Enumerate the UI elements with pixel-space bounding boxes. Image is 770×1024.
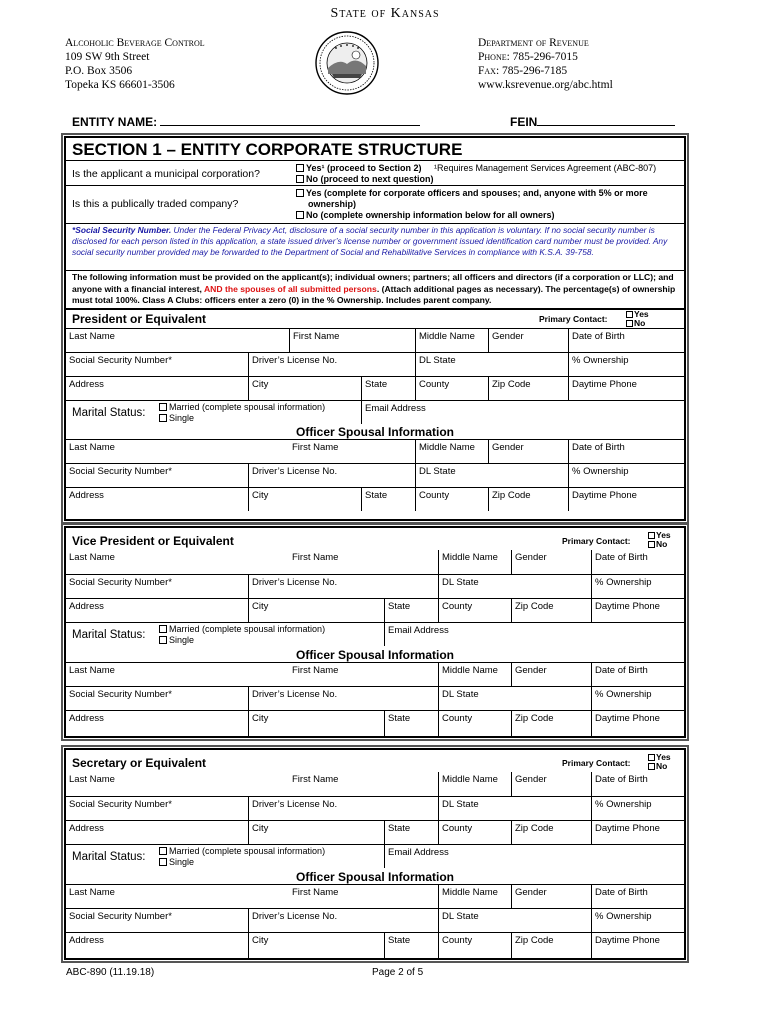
spouse-state-field[interactable]: State: [384, 933, 438, 958]
id-row: [66, 352, 684, 376]
daytime-phone-field[interactable]: Daytime Phone: [568, 377, 684, 400]
last-name-field[interactable]: Last Name: [69, 774, 115, 785]
agency-street: 109 SW 9th Street: [65, 51, 150, 63]
agency-name: Alcoholic Beverage Control: [65, 37, 205, 49]
gender-field[interactable]: Gender: [511, 550, 591, 574]
spouse-city-field[interactable]: City: [248, 711, 384, 736]
secretary-block: [66, 750, 684, 958]
primary-contact-yes[interactable]: Yes: [648, 531, 671, 540]
married-option[interactable]: Married (complete spousal information): [159, 402, 325, 412]
primary-contact-label: Primary Contact:: [539, 314, 608, 324]
drivers-license-field[interactable]: Driver’s License No.: [248, 797, 438, 820]
spouse-middle-name-field[interactable]: Middle Name: [438, 663, 511, 686]
date-of-birth-field[interactable]: Date of Birth: [591, 550, 684, 574]
spouse-county-field[interactable]: County: [438, 711, 511, 736]
spouse-drivers-license-field[interactable]: Driver’s License No.: [248, 464, 415, 487]
ownership-field[interactable]: % Ownership: [591, 575, 684, 598]
spouse-address-field[interactable]: Address: [69, 713, 104, 724]
checkbox-icon[interactable]: [648, 541, 655, 548]
marital-row: [66, 400, 684, 424]
officer-header: [66, 308, 684, 328]
first-name-field[interactable]: First Name: [289, 329, 415, 352]
single-option[interactable]: Single: [159, 635, 194, 645]
primary-contact-label: Primary Contact:: [562, 536, 631, 546]
spouse-address-row: [66, 487, 684, 511]
checkbox-icon[interactable]: [159, 847, 167, 855]
page-number: Page 2 of 5: [372, 967, 424, 978]
spouse-name-row: [66, 884, 684, 908]
spouse-ownership-field[interactable]: % Ownership: [591, 909, 684, 932]
spouse-zip-code-field[interactable]: Zip Code: [511, 711, 591, 736]
spouse-id-row: [66, 686, 684, 710]
publicly-traded-no-option[interactable]: No (complete ownership information below for all owners): [296, 210, 555, 221]
address-field[interactable]: Address: [69, 823, 104, 834]
address-row: [66, 376, 684, 400]
spouse-drivers-license-field[interactable]: Driver’s License No.: [248, 687, 438, 710]
drivers-license-field[interactable]: Driver’s License No.: [248, 575, 438, 598]
primary-contact-no[interactable]: No: [626, 319, 649, 328]
address-row: [66, 598, 684, 622]
dl-state-field[interactable]: DL State: [438, 575, 591, 598]
required-information-notice: The following information must be provided on the applicant(s); individual owners; partners; all officers and directors (if a corporation or LLC); and anyone with a financial interest, AND the spouses of all submitted persons. (Attach additional pages as necessary). The percentage(s) of ownership must total 100%. Class A Clubs: officers enter a zero (0) in the % Ownership. Includes parent company.: [66, 270, 684, 308]
spouse-gender-field[interactable]: Gender: [511, 663, 591, 686]
spouse-date-of-birth-field[interactable]: Date of Birth: [591, 663, 684, 686]
section-1-box: [64, 136, 686, 521]
state-title: State of Kansas: [330, 6, 440, 21]
married-option[interactable]: Married (complete spousal information): [159, 624, 325, 634]
spouse-last-name-field[interactable]: Last Name: [69, 887, 115, 898]
officer-title: Secretary or Equivalent: [72, 756, 207, 770]
officer-title: President or Equivalent: [72, 312, 207, 326]
dl-state-field[interactable]: DL State: [438, 797, 591, 820]
drivers-license-field[interactable]: Driver’s License No.: [248, 353, 415, 376]
fein-label: FEIN: [510, 115, 538, 129]
spouse-address-row: [66, 932, 684, 958]
last-name-field[interactable]: Last Name: [69, 331, 115, 342]
spouse-daytime-phone-field[interactable]: Daytime Phone: [568, 488, 684, 511]
spouse-ssn-field[interactable]: Social Security Number*: [69, 466, 172, 477]
zip-code-field[interactable]: Zip Code: [511, 599, 591, 622]
spouse-dl-state-field[interactable]: DL State: [415, 464, 568, 487]
middle-name-field[interactable]: Middle Name: [438, 550, 511, 574]
department-contact-block: [478, 36, 613, 92]
county-field[interactable]: County: [438, 599, 511, 622]
daytime-phone-field[interactable]: Daytime Phone: [591, 599, 684, 622]
department-website[interactable]: www.ksrevenue.org/abc.html: [478, 79, 613, 91]
officer-title: Vice President or Equivalent: [72, 534, 234, 548]
county-field[interactable]: County: [415, 377, 488, 400]
checkbox-icon[interactable]: [648, 532, 655, 539]
gender-field[interactable]: Gender: [488, 329, 568, 352]
ssn-field[interactable]: Social Security Number*: [69, 799, 172, 810]
primary-contact-label: Primary Contact:: [562, 758, 631, 768]
gender-field[interactable]: Gender: [511, 772, 591, 796]
vice-president-block: [66, 528, 684, 736]
spouse-id-row: [66, 463, 684, 487]
municipal-yes-option[interactable]: Yes¹ (proceed to Section 2): [296, 163, 422, 174]
spouse-first-name-field[interactable]: First Name: [292, 887, 339, 898]
msa-requirement-note: ¹Requires Management Services Agreement (ABC-807): [434, 163, 657, 173]
spouse-zip-code-field[interactable]: Zip Code: [488, 488, 568, 511]
publicly-traded-yes-continued: ownership): [308, 199, 357, 209]
last-name-field[interactable]: Last Name: [69, 552, 115, 563]
publicly-traded-yes-option[interactable]: Yes (complete for corporate officers and spouses; and, anyone with 5% or more: [296, 188, 648, 199]
kansas-seal-icon: [314, 30, 380, 96]
marital-status-label: Marital Status:: [72, 629, 146, 641]
daytime-phone-field[interactable]: Daytime Phone: [591, 821, 684, 844]
middle-name-field[interactable]: Middle Name: [438, 772, 511, 796]
vice-president-box: [64, 526, 686, 738]
spouse-address-field[interactable]: Address: [69, 935, 104, 946]
zip-code-field[interactable]: Zip Code: [511, 821, 591, 844]
municipal-no-option[interactable]: No (proceed to next question): [296, 174, 434, 185]
ssn-field[interactable]: Social Security Number*: [69, 355, 172, 366]
spouse-county-field[interactable]: County: [415, 488, 488, 511]
ssn-field[interactable]: Social Security Number*: [69, 577, 172, 588]
middle-name-field[interactable]: Middle Name: [415, 329, 488, 352]
spouse-daytime-phone-field[interactable]: Daytime Phone: [591, 711, 684, 736]
checkbox-icon[interactable]: [648, 763, 655, 770]
secretary-box: [64, 748, 686, 960]
entity-name-field: [72, 115, 420, 129]
ownership-field[interactable]: % Ownership: [591, 797, 684, 820]
spouse-county-field[interactable]: County: [438, 933, 511, 958]
entity-name-label: ENTITY NAME:: [72, 115, 158, 129]
entity-name-input[interactable]: [160, 115, 420, 126]
spouse-id-row: [66, 908, 684, 932]
department-phone: Phone: 785-296-7015: [478, 51, 578, 63]
spousal-info-title: Officer Spousal Information: [295, 870, 454, 884]
spouse-state-field[interactable]: State: [361, 488, 415, 511]
dl-state-field[interactable]: DL State: [415, 353, 568, 376]
spouse-dl-state-field[interactable]: DL State: [438, 687, 591, 710]
spouse-drivers-license-field[interactable]: Driver’s License No.: [248, 909, 438, 932]
spouse-zip-code-field[interactable]: Zip Code: [511, 933, 591, 958]
primary-contact-options: [648, 753, 671, 771]
department-name: Department of Revenue: [478, 37, 589, 49]
spouse-ssn-field[interactable]: Social Security Number*: [69, 911, 172, 922]
spouse-city-field[interactable]: City: [248, 488, 361, 511]
form-id: ABC-890 (11.19.18): [66, 967, 155, 978]
checkbox-icon[interactable]: [626, 320, 633, 327]
single-option[interactable]: Single: [159, 413, 194, 423]
municipal-question-row: [66, 160, 684, 185]
county-field[interactable]: County: [438, 821, 511, 844]
ssn-privacy-notice: *Social Security Number. Under the Federal Privacy Act, disclosure of a social security number in this application is voluntary. If no social security number is disclosed for each person listed in this application, a state issued driver’s license number or government issued identification card number must be provided. Any social security number provided may be forwarded to the Department of Social and Rehabilitative Services in compliance with K.S.A. 39-758.: [66, 223, 684, 259]
spouse-daytime-phone-field[interactable]: Daytime Phone: [591, 933, 684, 958]
primary-contact-options: [648, 531, 671, 549]
spousal-info-title: Officer Spousal Information: [295, 648, 454, 662]
spouse-address-row: [66, 710, 684, 736]
spouse-name-row: [66, 439, 684, 463]
checkbox-icon[interactable]: [296, 164, 304, 172]
spouse-last-name-field[interactable]: Last Name: [69, 442, 115, 453]
spouse-first-name-field[interactable]: First Name: [292, 665, 339, 676]
agency-po-box: P.O. Box 3506: [65, 65, 133, 77]
primary-contact-no[interactable]: No: [648, 540, 671, 549]
spouse-dl-state-field[interactable]: DL State: [438, 909, 591, 932]
agency-address-block: [65, 36, 205, 92]
first-name-field[interactable]: First Name: [292, 552, 339, 563]
name-row: [66, 550, 684, 574]
id-row: [66, 796, 684, 820]
spouse-gender-field[interactable]: Gender: [488, 440, 568, 463]
city-field[interactable]: City: [248, 821, 384, 844]
checkbox-icon[interactable]: [159, 403, 167, 411]
address-row: [66, 820, 684, 844]
zip-code-field[interactable]: Zip Code: [488, 377, 568, 400]
married-option[interactable]: Married (complete spousal information): [159, 846, 325, 856]
spouse-date-of-birth-field[interactable]: Date of Birth: [568, 440, 684, 463]
president-block: [66, 308, 684, 521]
checkbox-icon[interactable]: [626, 311, 633, 318]
publicly-traded-question: Is this a publically traded company?: [72, 198, 239, 210]
spouse-first-name-field[interactable]: First Name: [292, 442, 339, 453]
checkbox-icon[interactable]: [296, 175, 304, 183]
checkbox-icon[interactable]: [159, 414, 167, 422]
city-field[interactable]: City: [248, 377, 361, 400]
agency-city: Topeka KS 66601-3506: [65, 79, 175, 91]
primary-contact-no[interactable]: No: [648, 762, 671, 771]
spouse-middle-name-field[interactable]: Middle Name: [438, 885, 511, 908]
marital-status-label: Marital Status:: [72, 407, 146, 419]
primary-contact-yes[interactable]: Yes: [626, 310, 649, 319]
section-1-title: SECTION 1 – ENTITY CORPORATE STRUCTURE: [72, 140, 463, 159]
marital-status-label: Marital Status:: [72, 851, 146, 863]
checkbox-icon[interactable]: [296, 189, 304, 197]
spouse-ownership-field[interactable]: % Ownership: [591, 687, 684, 710]
id-row: [66, 574, 684, 598]
primary-contact-options: [626, 310, 649, 328]
state-field[interactable]: State: [361, 377, 415, 400]
date-of-birth-field[interactable]: Date of Birth: [591, 772, 684, 796]
spouse-last-name-field[interactable]: Last Name: [69, 665, 115, 676]
date-of-birth-field[interactable]: Date of Birth: [568, 329, 684, 352]
ownership-field[interactable]: % Ownership: [568, 353, 684, 376]
state-field[interactable]: State: [384, 599, 438, 622]
marital-row: [66, 622, 684, 646]
fein-input[interactable]: [537, 115, 675, 126]
officer-header: [66, 750, 684, 772]
spouse-date-of-birth-field[interactable]: Date of Birth: [591, 885, 684, 908]
checkbox-icon[interactable]: [159, 858, 167, 866]
state-field[interactable]: State: [384, 821, 438, 844]
marital-row: [66, 844, 684, 868]
checkbox-icon[interactable]: [159, 625, 167, 633]
name-row: [66, 772, 684, 796]
spouse-city-field[interactable]: City: [248, 933, 384, 958]
municipal-question: Is the applicant a municipal corporation?: [72, 168, 260, 180]
email-address-field[interactable]: Email Address: [384, 623, 684, 646]
city-field[interactable]: City: [248, 599, 384, 622]
address-field[interactable]: Address: [69, 601, 104, 612]
spouse-middle-name-field[interactable]: Middle Name: [415, 440, 488, 463]
department-fax: Fax: 785-296-7185: [478, 65, 568, 77]
email-address-field[interactable]: Email Address: [384, 845, 684, 868]
checkbox-icon[interactable]: [648, 754, 655, 761]
officer-header: [66, 528, 684, 550]
spouse-ownership-field[interactable]: % Ownership: [568, 464, 684, 487]
single-option[interactable]: Single: [159, 857, 194, 867]
primary-contact-yes[interactable]: Yes: [648, 753, 671, 762]
email-address-field[interactable]: Email Address: [361, 401, 684, 424]
spouse-address-field[interactable]: Address: [69, 490, 104, 501]
address-field[interactable]: Address: [69, 379, 104, 390]
spouse-name-row: [66, 662, 684, 686]
fein-field: [510, 115, 675, 129]
spouse-ssn-field[interactable]: Social Security Number*: [69, 689, 172, 700]
checkbox-icon[interactable]: [296, 211, 304, 219]
publicly-traded-question-row: [66, 185, 684, 222]
spouse-state-field[interactable]: State: [384, 711, 438, 736]
spousal-info-title: Officer Spousal Information: [295, 425, 454, 439]
first-name-field[interactable]: First Name: [292, 774, 339, 785]
name-row: [66, 328, 684, 352]
checkbox-icon[interactable]: [159, 636, 167, 644]
spouse-gender-field[interactable]: Gender: [511, 885, 591, 908]
